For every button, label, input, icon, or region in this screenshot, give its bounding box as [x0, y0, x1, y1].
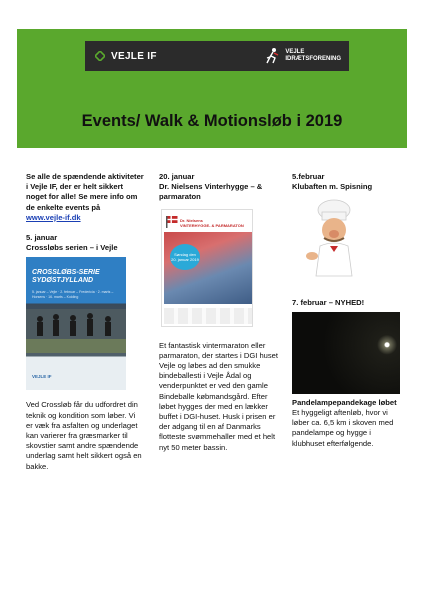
vejle-if-logo — [95, 51, 157, 62]
crosslob-poster — [26, 257, 126, 390]
poster-date-line2: 20. januar 2019 — [171, 256, 199, 262]
diamond-icon — [95, 51, 105, 61]
event-name-pandelampe: Pandelampepandekage løbet — [292, 397, 397, 407]
pandelampe-description: Et hyggeligt aftenløb, hvor vi løber ca. 6,5 km i skoven med pandelampe og hygge i klubhuset efterfølgende. — [292, 408, 394, 448]
logo-right-line2: IDRÆTSFORENING — [285, 56, 341, 62]
column-right — [292, 172, 400, 449]
page-title: Events/ Walk & Motionsløb i 2019 — [81, 112, 343, 130]
sponsor-strip — [164, 308, 252, 324]
vinterhygge-description: Et fantastisk vintermaraton eller parmaraton, der startes i DGI huset Vejle og løbes ad den smukke bindeballesti i Vejle Ådal og venderpunktet er ved den gamle Bindeballe købmandsgård. Efter løbet hygges der med en lækker buffet i DGI-huset. Husk i prisen er der adgang til en af Danmarks flotteste svømmehaller med et helt nyt 50 meter bassin. — [159, 340, 279, 452]
column-middle — [159, 172, 282, 453]
poster-heading — [180, 218, 244, 228]
poster-heading-line2: VINTERHYGGE- & PARMARATON — [180, 222, 244, 228]
event-title-pandelampe: 7. februar – NYHED! — [292, 297, 365, 307]
flag-icon — [165, 215, 179, 229]
website-link[interactable]: www.vejle-if.dk — [26, 212, 81, 222]
poster-date-line1: Søndag den — [174, 251, 196, 257]
event-date-crosslob: 5. januar — [26, 233, 58, 243]
event-date-vinterhygge: 20. januar — [159, 172, 195, 181]
crosslob-description: Ved Crossløb får du udfordret din teknik og kondition som løber. Vi er væk fra asfalten og underlaget kan varierer fra græsmarker til skovstier samt andre spændende underlag samt helt sikkert også en bakke. — [26, 400, 142, 471]
runners-image — [26, 309, 126, 353]
logo-bar — [85, 41, 349, 71]
vinterhygge-poster — [161, 209, 253, 327]
event-title-crosslob: Crossløbs serien – i Vejle — [26, 243, 118, 253]
poster-date-badge — [170, 244, 200, 270]
poster-logo: VEJLE IF — [32, 374, 52, 380]
event-title-klubaften: Klubaften m. Spisning — [292, 182, 373, 192]
runner-logo-icon — [265, 47, 281, 65]
vejle-idraetsforening-logo — [265, 47, 341, 65]
logo-right-line1: VEJLE — [285, 49, 305, 55]
event-title-vinterhygge: Dr. Nielsens Vinterhygge – & parmaraton — [159, 182, 263, 202]
chef-icon — [300, 198, 370, 278]
poster-title: CROSSLØBS-SERIE SYDØSTJYLLAND — [32, 269, 100, 285]
poster-heading-line1: Dr. Nielsens — [180, 217, 203, 223]
event-date-klubaften: 5.februar — [292, 172, 325, 181]
header-banner — [17, 29, 407, 148]
poster-subtitle: 5. januar – Vejle · 2. februar – Fredericia · 2. marts – Horsens · 16. marts – Kolding — [32, 290, 114, 299]
night-run-photo — [292, 312, 400, 394]
column-left — [26, 172, 144, 472]
logo-left-text: VEJLE IF — [111, 50, 157, 62]
intro-text: Se alle de spændende aktiviteter i Vejle IF, der er helt sikkert noget for alle! Se mere info om de enkelte events på — [26, 172, 144, 212]
